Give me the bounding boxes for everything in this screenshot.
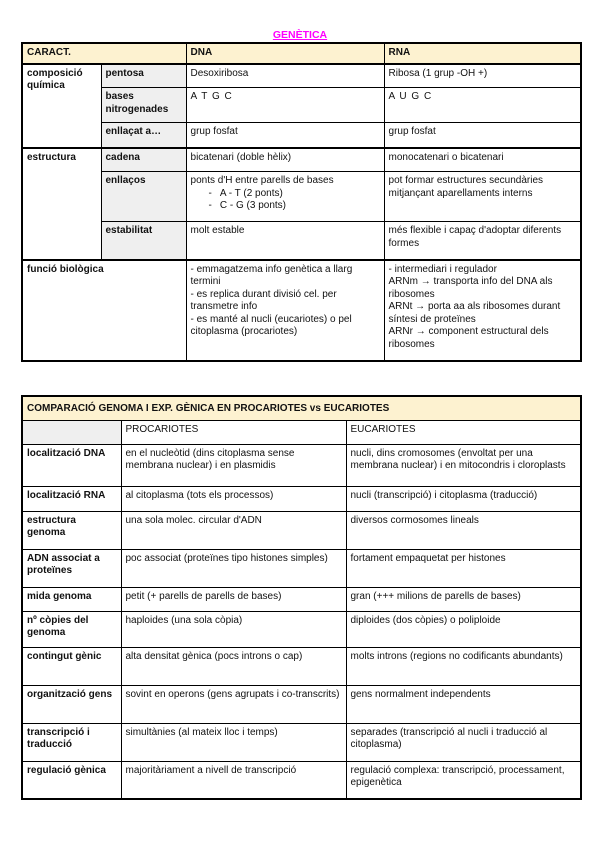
row-label: contingut gènic bbox=[22, 647, 121, 685]
table-row bbox=[22, 148, 581, 172]
dna-enllacos-text: ponts d'H entre parells de bases bbox=[190, 175, 334, 186]
dna-cell: bicatenari (doble hèlix) bbox=[186, 148, 384, 172]
eucariotes-cell: diversos cormosomes lineals bbox=[346, 511, 581, 549]
dna-cell: grup fosfat bbox=[186, 123, 384, 148]
empty-header bbox=[22, 420, 121, 444]
table-row bbox=[22, 685, 581, 723]
table-title: COMPARACIÓ GENOMA I EXP. GÈNICA EN PROCARIOTES vs EUCARIOTES bbox=[22, 396, 581, 420]
eucariotes-cell: separades (transcripció al nucli i traducció al citoplasma) bbox=[346, 723, 581, 761]
procariotes-cell: simultànies (al mateix lloc i temps) bbox=[121, 723, 346, 761]
header-eucariotes: EUCARIOTES bbox=[346, 420, 581, 444]
eucariotes-cell: fortament empaquetat per histones bbox=[346, 549, 581, 587]
row-label: mida genoma bbox=[22, 587, 121, 611]
row-label: organització gens bbox=[22, 685, 121, 723]
sub-label: cadena bbox=[101, 148, 186, 172]
eucariotes-cell: diploides (dos còpies) o poliploide bbox=[346, 611, 581, 647]
eucariotes-cell: regulació complexa: transcripció, processament, epigenètica bbox=[346, 761, 581, 799]
eucariotes-cell: nucli, dins cromosomes (envoltat per una membrana nuclear) i en mitocondris i cloroplasts bbox=[346, 444, 581, 486]
eucariotes-cell: gran (+++ milions de parells de bases) bbox=[346, 587, 581, 611]
procariotes-cell: sovint en operons (gens agrupats i co-transcrits) bbox=[121, 685, 346, 723]
row-label-estructura: estructura bbox=[22, 148, 101, 260]
eucariotes-cell: molts introns (regions no codificants abundants) bbox=[346, 647, 581, 685]
dna-cell bbox=[186, 172, 384, 222]
text-line: - es replica durant divisió cel. per transmetre info bbox=[190, 288, 337, 312]
table-title-row bbox=[22, 396, 581, 420]
sub-label: enllaçat a… bbox=[101, 123, 186, 148]
table-row bbox=[22, 549, 581, 587]
page-title: GENÈTICA bbox=[272, 29, 328, 41]
row-label: ADN associat a proteïnes bbox=[22, 549, 121, 587]
row-label-composicio: composició química bbox=[22, 64, 101, 148]
sub-label: estabilitat bbox=[101, 222, 186, 260]
row-label: localització DNA bbox=[22, 444, 121, 486]
table-row bbox=[22, 611, 581, 647]
table-row bbox=[22, 260, 581, 361]
eucariotes-cell: gens normalment independents bbox=[346, 685, 581, 723]
text-line: - intermediari i regulador bbox=[388, 263, 497, 275]
dna-cell bbox=[186, 260, 384, 361]
column-header-row bbox=[22, 420, 581, 444]
table-row bbox=[22, 64, 581, 88]
table-row bbox=[22, 444, 581, 486]
table-row bbox=[22, 511, 581, 549]
table-row bbox=[22, 88, 581, 123]
text-line: ARNm → transporta info del DNA als ribosomes bbox=[388, 276, 553, 300]
table-row bbox=[22, 647, 581, 685]
rna-cell: A U G C bbox=[384, 88, 581, 123]
rna-cell bbox=[384, 260, 581, 361]
procariotes-cell: petit (+ parells de parells de bases) bbox=[121, 587, 346, 611]
row-label: estructura genoma bbox=[22, 511, 121, 549]
dna-rna-table bbox=[21, 42, 582, 362]
procariotes-cell: haploides (una sola còpia) bbox=[121, 611, 346, 647]
list-item: - C - G (3 ponts) bbox=[209, 200, 380, 213]
table-row bbox=[22, 222, 581, 260]
sub-label: bases nitrogenades bbox=[101, 88, 186, 123]
rna-cell: més flexible i capaç d'adoptar diferents formes bbox=[384, 222, 581, 260]
row-label: nº còpies del genoma bbox=[22, 611, 121, 647]
table-header-row bbox=[22, 43, 581, 64]
genome-comparison-table bbox=[21, 395, 582, 800]
procariotes-cell: alta densitat gènica (pocs introns o cap) bbox=[121, 647, 346, 685]
row-label-funcio: funció biològica bbox=[22, 260, 186, 361]
text-line: ARNt → porta aa als ribosomes durant síntesi de proteïnes bbox=[388, 301, 561, 325]
header-rna: RNA bbox=[384, 43, 581, 64]
procariotes-cell: al citoplasma (tots els processos) bbox=[121, 486, 346, 511]
header-dna: DNA bbox=[186, 43, 384, 64]
dna-cell: molt estable bbox=[186, 222, 384, 260]
table-row bbox=[22, 172, 581, 222]
rna-cell: monocatenari o bicatenari bbox=[384, 148, 581, 172]
procariotes-cell: majoritàriament a nivell de transcripció bbox=[121, 761, 346, 799]
sub-label: enllaços bbox=[101, 172, 186, 222]
row-label: regulació gènica bbox=[22, 761, 121, 799]
procariotes-cell: una sola molec. circular d'ADN bbox=[121, 511, 346, 549]
sub-label: pentosa bbox=[101, 64, 186, 88]
rna-cell: Ribosa (1 grup -OH +) bbox=[384, 64, 581, 88]
rna-cell: pot formar estructures secundàries mitjançant aparellaments interns bbox=[384, 172, 581, 222]
header-procariotes: PROCARIOTES bbox=[121, 420, 346, 444]
header-caract: CARACT. bbox=[22, 43, 186, 64]
procariotes-cell: en el nucleòtid (dins citoplasma sense membrana nuclear) i en plasmidis bbox=[121, 444, 346, 486]
dna-cell: A T G C bbox=[186, 88, 384, 123]
list-item: - A - T (2 ponts) bbox=[209, 188, 380, 201]
rna-cell: grup fosfat bbox=[384, 123, 581, 148]
table-row bbox=[22, 123, 581, 148]
dna-cell: Desoxiribosa bbox=[186, 64, 384, 88]
text-line: - emmagatzema info genètica a llarg termini bbox=[190, 263, 353, 287]
eucariotes-cell: nucli (transcripció) i citoplasma (traducció) bbox=[346, 486, 581, 511]
table-row bbox=[22, 761, 581, 799]
procariotes-cell: poc associat (proteïnes tipo histones simples) bbox=[121, 549, 346, 587]
row-label: transcripció i traducció bbox=[22, 723, 121, 761]
bond-list bbox=[191, 188, 380, 213]
table-row bbox=[22, 723, 581, 761]
row-label: localització RNA bbox=[22, 486, 121, 511]
text-line: - es manté al nucli (eucariotes) o pel citoplasma (procariotes) bbox=[190, 313, 352, 337]
table-row bbox=[22, 587, 581, 611]
table-row bbox=[22, 486, 581, 511]
text-line: ARNr → component estructural dels ribosomes bbox=[388, 326, 549, 350]
